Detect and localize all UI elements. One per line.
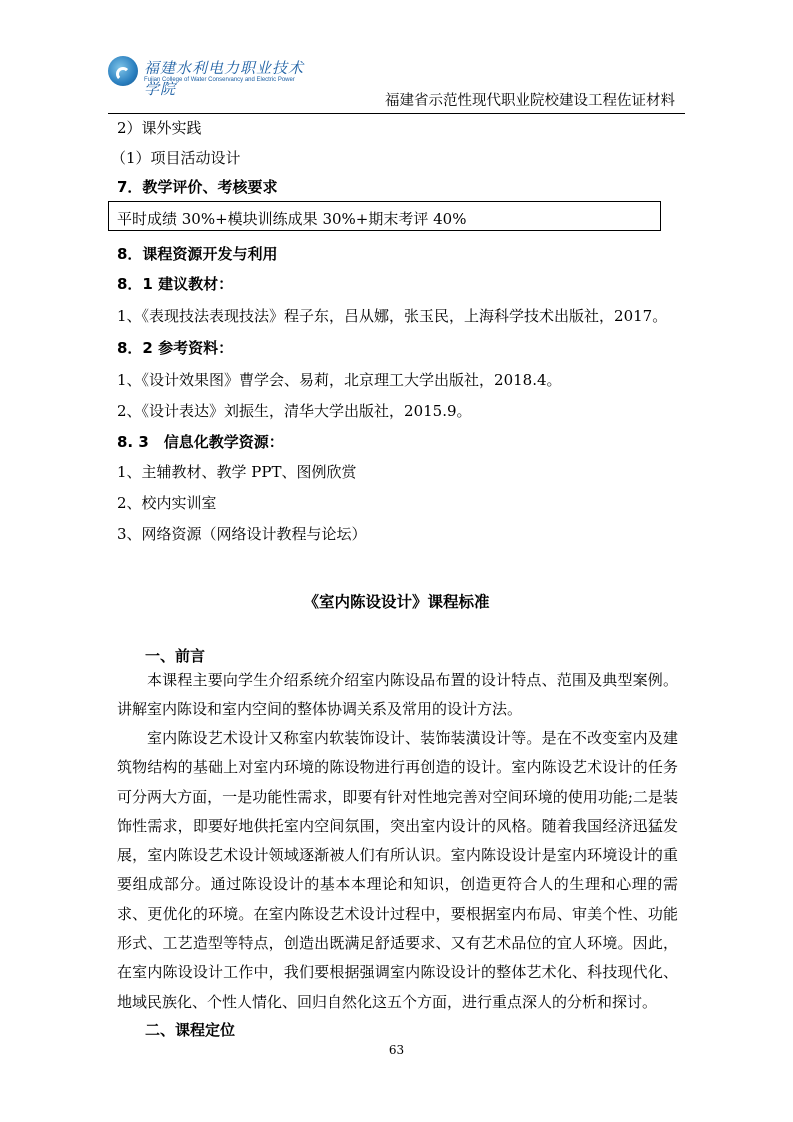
header-divider [108,113,685,114]
section-heading: 二、课程定位 [145,1021,236,1039]
logo-emblem-icon [108,56,138,86]
subsection-heading: 8．1 建议教材： [117,275,234,293]
subsection-heading: 8．2 参考资料： [117,339,234,357]
text-line: 1、主辅教材、教学 PPT、图例欣赏 [117,463,357,481]
paragraph: 本课程主要向学生介绍系统介绍室内陈设品布置的设计特点、范围及典型案例。讲解室内陈设和室内空间的整体协调关系及常用的设计方法。 [117,671,678,719]
text-line: 2、校内实训室 [117,494,217,512]
text-line: 1、《表现技法表现技法》程子东，吕从娜，张玉民，上海科学技术出版社，2017。 [117,307,668,325]
assessment-box [108,201,661,231]
section-heading: 一、前言 [145,647,206,665]
paragraph: 室内陈设艺术设计又称室内软装饰设计、装饰装潢设计等。是在不改变室内及建筑物结构的基础上对室内环境的陈设物进行再创造的设计。室内陈设艺术设计的任务可分两大方面，一是功能性需求，即要有针对性地完善对空间环境的使用功能;二是装饰性需求，即要好地供托室内空间氛围，突出室内设计的风格。随着我国经济迅猛发展，室内陈设艺术设计领域逐渐被人们有所认识。室内陈设设计是室内环境设计的重要组成部分。通过陈设设计的基本本理论和知识，创造更符合人的生理和心理的需求、更优化的环境。在室内陈设艺术设计过程中，要根据室内布局、审美个性、功能形式、工艺造型等特点，创造出既满足舒适要求、又有艺术品位的宜人环境。因此，在室内陈设设计工作中，我们要根据强调室内陈设设计的整体艺术化、科技现代化、地域民族化、个性人情化、回归自然化这五个方面，进行重点深人的分析和探讨。 [117,729,678,1011]
course-title: 《室内陈设设计》课程标准 [303,593,490,611]
text-line: 2、《设计表达》刘振生，清华大学出版社，2015.9。 [117,402,472,420]
header-title: 福建省示范性现代职业院校建设工程佐证材料 [385,93,675,109]
assessment-text: 平时成绩 30%+模块训练成果 30%+期末考评 40% [117,210,467,228]
logo-name: 福建水利电力职业技术学院 [144,59,305,98]
section-heading: 7．教学评价、考核要求 [117,178,278,196]
text-line: 3、网络资源（网络设计教程与论坛） [117,525,367,543]
page-number: 63 [388,1043,405,1057]
text-line: 2）课外实践 [117,119,202,137]
subsection-heading: 8. 3 信息化教学资源： [117,433,284,451]
logo-english-name: Fujian College of Water Conservancy and Electric Power [144,77,295,83]
text-line: （1）项目活动设计 [111,149,241,167]
college-logo [108,52,318,96]
text-line: 1、《设计效果图》曹学会、易莉，北京理工大学出版社，2018.4。 [117,371,562,389]
section-heading: 8．课程资源开发与利用 [117,245,278,263]
